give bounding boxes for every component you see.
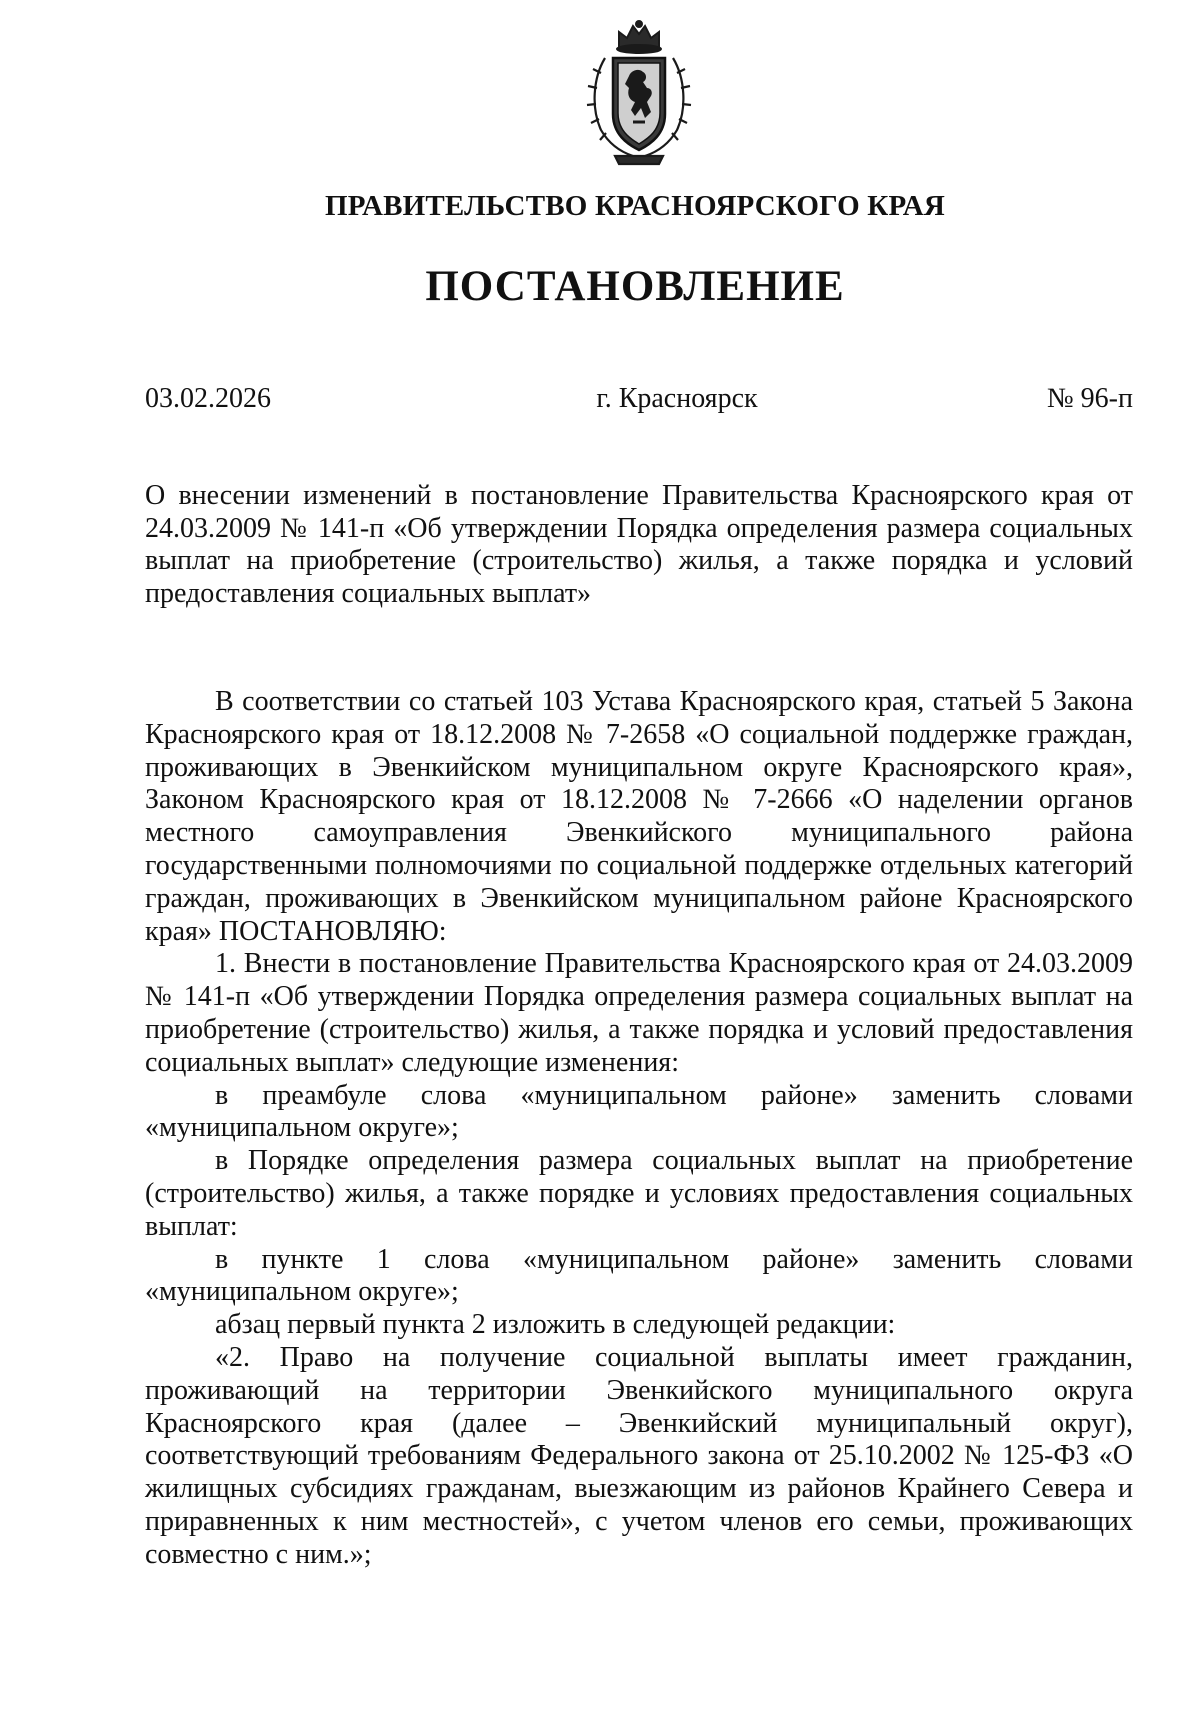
body-paragraph: абзац первый пункта 2 изложить в следующей редакции: [215,1309,896,1341]
body-paragraph: 1. Внести в постановление Правительства Красноярского края от 24.03.2009 № 141-п «Об утверждении Порядка определения размера социальных выплат на приобретение (строительство) жилья, а также порядка и условий предоставления социальных выплат» следующие изменения: [145,948,1133,1078]
body-paragraph: «2. Право на получение социальной выплаты имеет гражданин, проживающий на территории Эвенкийского муниципального округа Красноярского края (далее – Эвенкийский муниципальный округ), соответствующий требованиям Федерального закона от 25.10.2002 № 125-ФЗ «О жилищных субсидиях гражданам, выезжающим из районов Крайнего Севера и приравненных к ним местностей», с учетом членов его семьи, проживающих совместно с ним.»; [145,1341,1133,1570]
body-paragraph: в Порядке определения размера социальных выплат на приобретение (строительство) жилья, а также порядке и условиях предоставления социальных выплат: [145,1145,1133,1242]
body-paragraph: в преамбуле слова «муниципальном районе» заменить словами «муниципальном округе»; [145,1079,1133,1144]
government-name: ПРАВИТЕЛЬСТВО КРАСНОЯРСКОГО КРАЯ [324,190,946,222]
document-number: № 96-п [1046,383,1133,414]
coat-of-arms-icon [575,18,703,166]
document-meta-row [145,383,1133,415]
document-city: г. Красноярск [596,383,758,414]
document-body [145,686,1133,1572]
document-type-title: ПОСТАНОВЛЕНИЕ [425,263,845,310]
body-paragraph: В соответствии со статьей 103 Устава Красноярского края, статьей 5 Закона Красноярского края от 18.12.2008 № 7-2658 «О социальной поддержке граждан, проживающих в Эвенкийском муниципальном округе Красноярского края», Законом Красноярского края от 18.12.2008 № 7-2666 «О наделении органов местного самоуправления Эвенкийского муниципального района государственными полномочиями по социальной поддержке отдельных категорий граждан, проживающих в Эвенкийском муниципальном районе Красноярского края» ПОСТАНОВЛЯЮ: [145,686,1133,947]
body-paragraph: в пункте 1 слова «муниципальном районе» заменить словами «муниципальном округе»; [145,1243,1133,1308]
document-date: 03.02.2026 [145,383,271,414]
document-subject: О внесении изменений в постановление Правительства Красноярского края от 24.03.2009 № 141-п «Об утверждении Порядка определения размера социальных выплат на приобретение (строительство) жилья, а также порядка и условий предоставления социальных выплат» [145,480,1133,609]
